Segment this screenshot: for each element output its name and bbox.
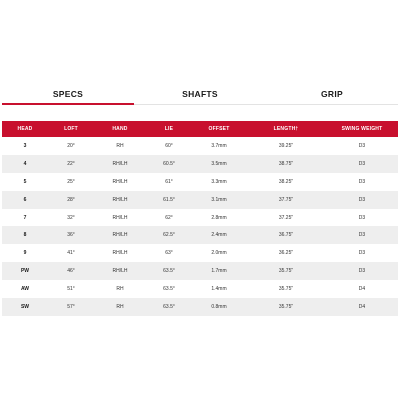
active-tab-indicator bbox=[2, 103, 134, 105]
table-cell-length: 35.75" bbox=[246, 262, 326, 280]
table-cell-hand: RH/LH bbox=[94, 209, 146, 227]
table-cell-lie: 63° bbox=[146, 244, 192, 262]
table-cell-loft: 20° bbox=[48, 137, 94, 155]
table-header-swing-weight: SWING WEIGHT bbox=[326, 121, 398, 137]
table-row bbox=[2, 280, 398, 298]
table-cell-offset: 1.4mm bbox=[192, 280, 246, 298]
table-cell-loft: 36° bbox=[48, 226, 94, 244]
table-cell-lie: 61° bbox=[146, 173, 192, 191]
table-cell-loft: 22° bbox=[48, 155, 94, 173]
table-cell-length: 38.75" bbox=[246, 155, 326, 173]
table-cell-length: 38.25" bbox=[246, 173, 326, 191]
table-cell-loft: 25° bbox=[48, 173, 94, 191]
table-cell-head: 6 bbox=[2, 191, 48, 209]
table-cell-swing-weight: D3 bbox=[326, 173, 398, 191]
table-cell-hand: RH/LH bbox=[94, 262, 146, 280]
table-cell-loft: 51° bbox=[48, 280, 94, 298]
table-cell-lie: 63.5° bbox=[146, 298, 192, 316]
table-cell-swing-weight: D3 bbox=[326, 155, 398, 173]
table-cell-swing-weight: D3 bbox=[326, 137, 398, 155]
spec-tabs bbox=[0, 84, 400, 108]
specs-table bbox=[2, 121, 398, 316]
table-cell-offset: 2.8mm bbox=[192, 209, 246, 227]
table-header-row bbox=[2, 121, 398, 137]
tab-divider bbox=[134, 104, 398, 105]
table-cell-loft: 32° bbox=[48, 209, 94, 227]
table-cell-length: 37.75" bbox=[246, 191, 326, 209]
tab-shafts[interactable]: SHAFTS bbox=[182, 89, 218, 99]
table-cell-offset: 3.1mm bbox=[192, 191, 246, 209]
table-cell-length: 35.75" bbox=[246, 298, 326, 316]
table-cell-head: 5 bbox=[2, 173, 48, 191]
table-cell-loft: 41° bbox=[48, 244, 94, 262]
table-cell-head: SW bbox=[2, 298, 48, 316]
table-cell-length: 39.25" bbox=[246, 137, 326, 155]
table-cell-offset: 2.4mm bbox=[192, 226, 246, 244]
table-row bbox=[2, 155, 398, 173]
table-cell-lie: 62.5° bbox=[146, 226, 192, 244]
table-body bbox=[2, 137, 398, 316]
table-row bbox=[2, 298, 398, 316]
table-cell-swing-weight: D3 bbox=[326, 226, 398, 244]
table-cell-head: 3 bbox=[2, 137, 48, 155]
table-cell-hand: RH/LH bbox=[94, 155, 146, 173]
table-cell-hand: RH/LH bbox=[94, 226, 146, 244]
table-row bbox=[2, 262, 398, 280]
table-cell-offset: 0.8mm bbox=[192, 298, 246, 316]
table-header-lie: LIE bbox=[146, 121, 192, 137]
table-cell-loft: 57° bbox=[48, 298, 94, 316]
table-cell-lie: 60.5° bbox=[146, 155, 192, 173]
table-cell-head: 8 bbox=[2, 226, 48, 244]
table-header-head: HEAD bbox=[2, 121, 48, 137]
table-cell-swing-weight: D3 bbox=[326, 191, 398, 209]
table-cell-hand: RH bbox=[94, 298, 146, 316]
table-cell-length: 36.25" bbox=[246, 244, 326, 262]
table-cell-length: 37.25" bbox=[246, 209, 326, 227]
table-header-loft: LOFT bbox=[48, 121, 94, 137]
table-cell-loft: 46° bbox=[48, 262, 94, 280]
table-header-hand: HAND bbox=[94, 121, 146, 137]
table-cell-offset: 3.5mm bbox=[192, 155, 246, 173]
table-cell-offset: 3.7mm bbox=[192, 137, 246, 155]
table-cell-lie: 62° bbox=[146, 209, 192, 227]
table-header-length: LENGTH† bbox=[246, 121, 326, 137]
table-cell-head: 7 bbox=[2, 209, 48, 227]
tab-grip[interactable]: GRIP bbox=[321, 89, 343, 99]
table-cell-offset: 2.0mm bbox=[192, 244, 246, 262]
tab-specs[interactable]: SPECS bbox=[52, 89, 84, 99]
table-cell-swing-weight: D4 bbox=[326, 298, 398, 316]
table-cell-head: 4 bbox=[2, 155, 48, 173]
table-cell-hand: RH/LH bbox=[94, 173, 146, 191]
table-cell-length: 36.75" bbox=[246, 226, 326, 244]
table-cell-head: PW bbox=[2, 262, 48, 280]
table-cell-hand: RH bbox=[94, 280, 146, 298]
table-cell-swing-weight: D3 bbox=[326, 262, 398, 280]
table-row bbox=[2, 137, 398, 155]
table-cell-hand: RH/LH bbox=[94, 244, 146, 262]
table-cell-length: 35.75" bbox=[246, 280, 326, 298]
table-cell-swing-weight: D3 bbox=[326, 244, 398, 262]
table-cell-loft: 28° bbox=[48, 191, 94, 209]
table-cell-lie: 63.5° bbox=[146, 280, 192, 298]
table-row bbox=[2, 173, 398, 191]
table-row bbox=[2, 191, 398, 209]
table-cell-swing-weight: D4 bbox=[326, 280, 398, 298]
table-cell-lie: 63.5° bbox=[146, 262, 192, 280]
table-cell-lie: 61.5° bbox=[146, 191, 192, 209]
table-cell-hand: RH/LH bbox=[94, 191, 146, 209]
table-cell-hand: RH bbox=[94, 137, 146, 155]
table-cell-swing-weight: D3 bbox=[326, 209, 398, 227]
table-row bbox=[2, 226, 398, 244]
table-cell-head: AW bbox=[2, 280, 48, 298]
table-cell-offset: 1.7mm bbox=[192, 262, 246, 280]
table-row bbox=[2, 244, 398, 262]
table-row bbox=[2, 209, 398, 227]
table-header-offset: OFFSET bbox=[192, 121, 246, 137]
table-cell-offset: 3.3mm bbox=[192, 173, 246, 191]
table-cell-lie: 60° bbox=[146, 137, 192, 155]
table-cell-head: 9 bbox=[2, 244, 48, 262]
